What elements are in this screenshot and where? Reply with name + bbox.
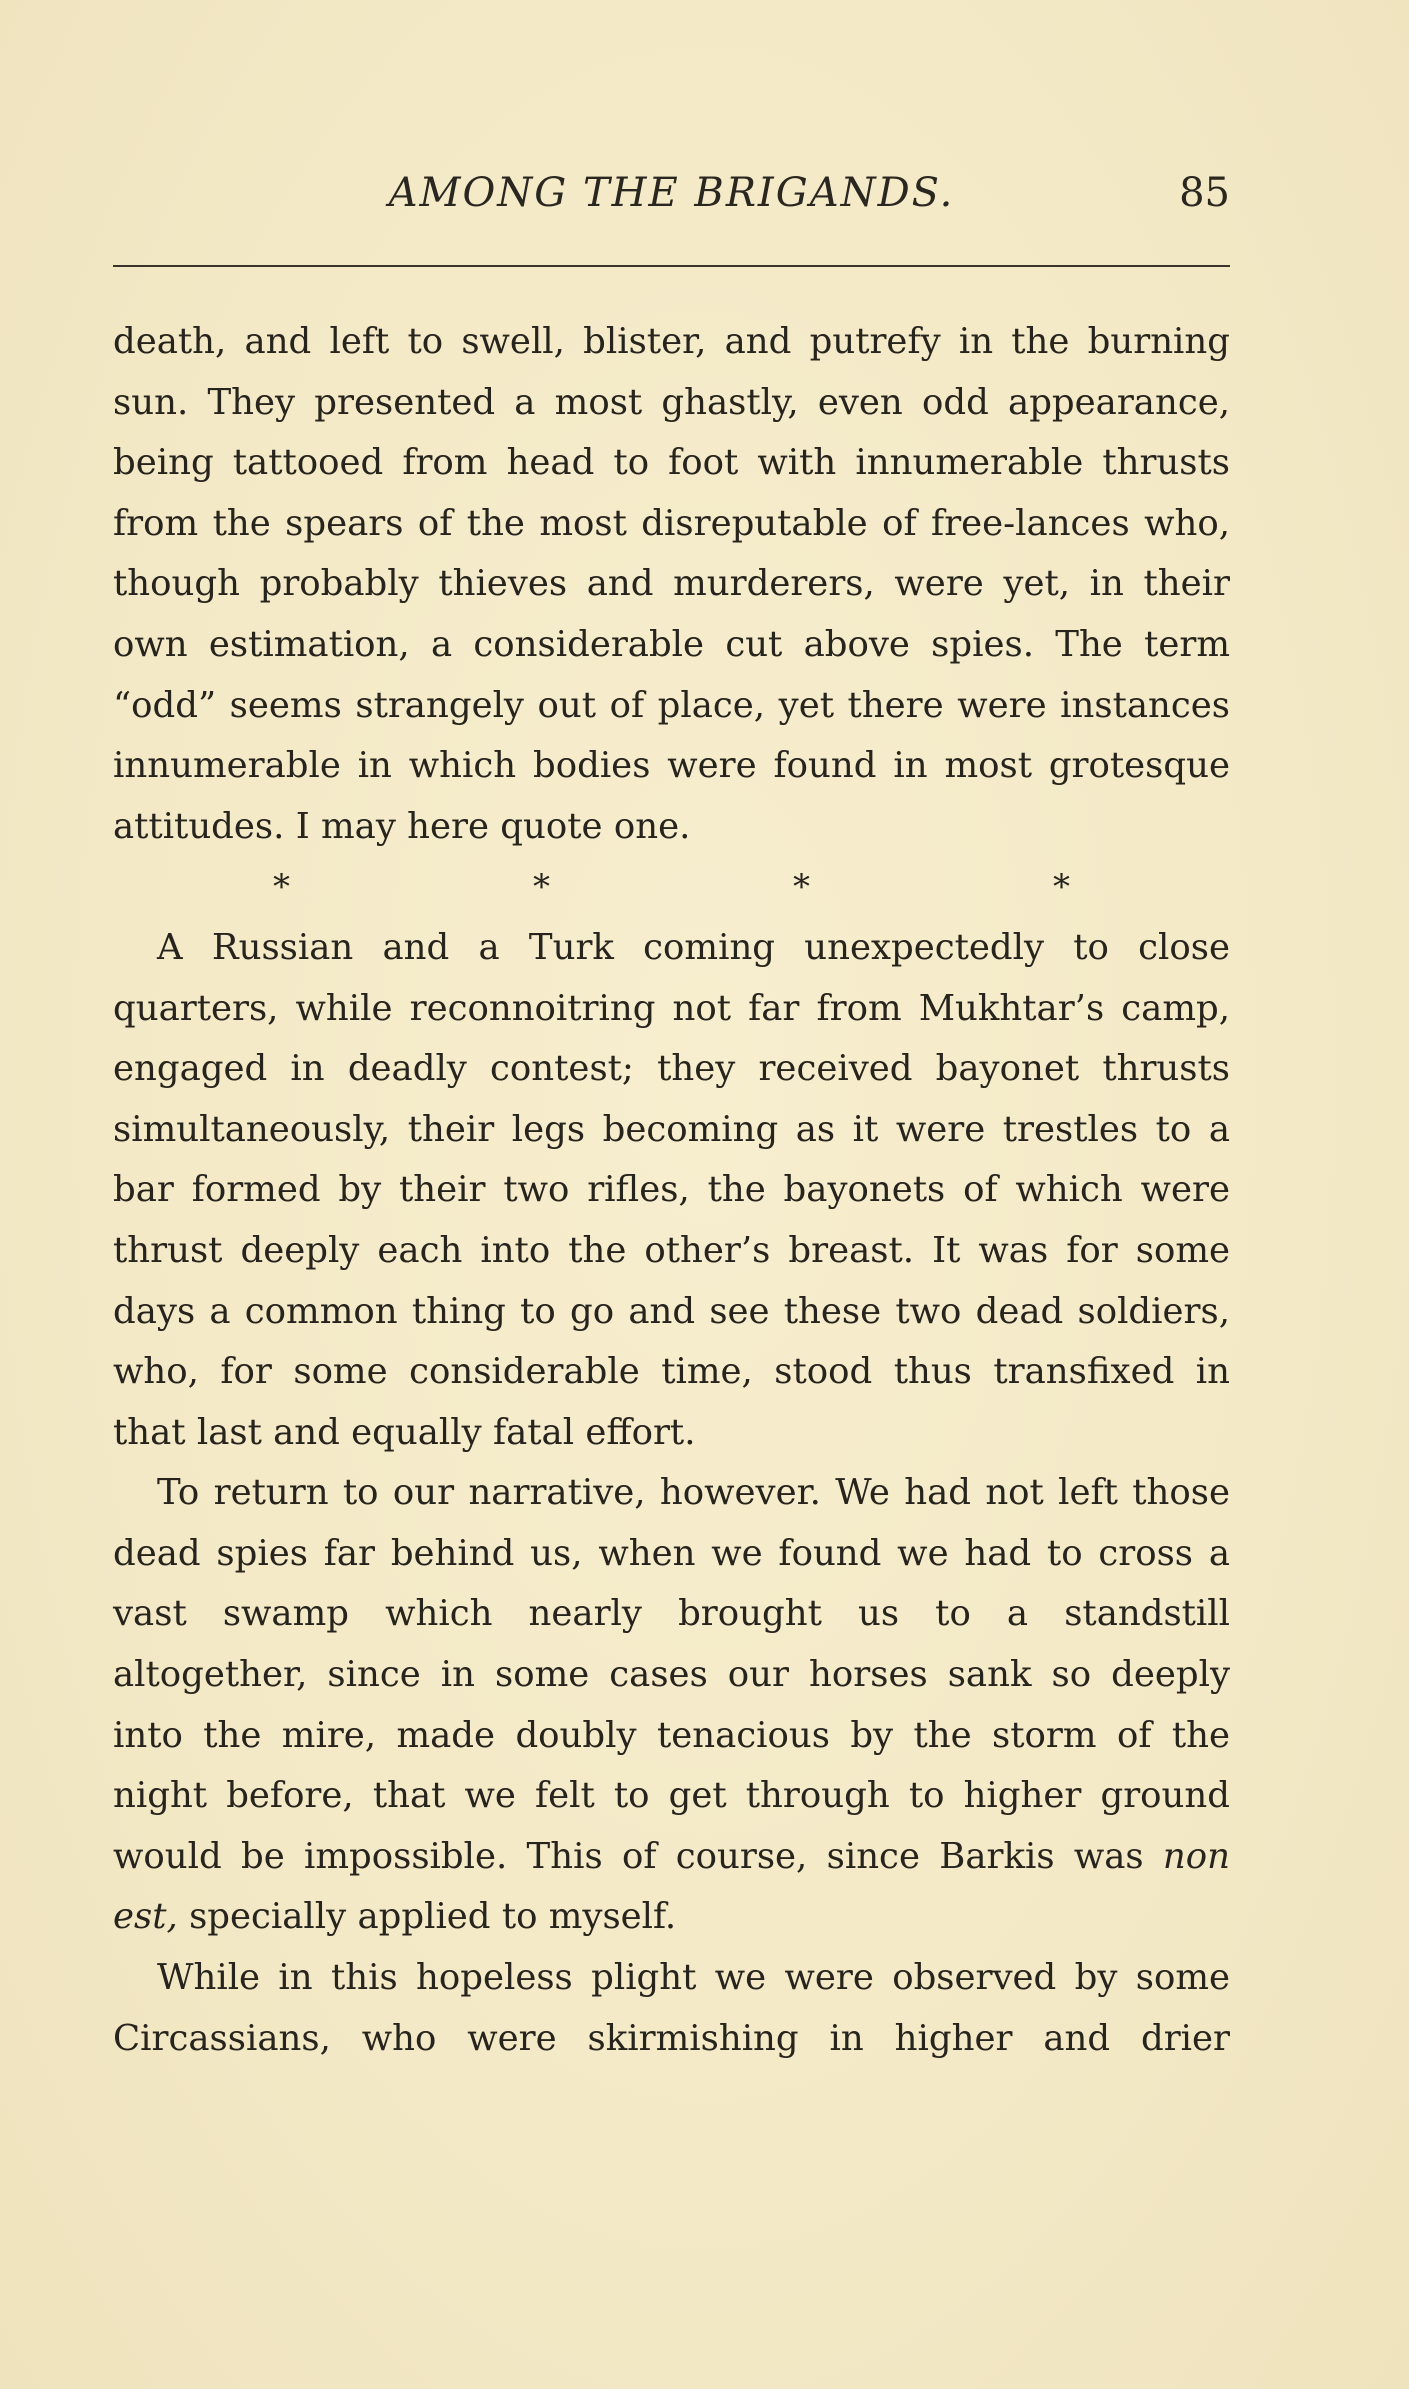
paragraph-3-italic: non est,	[113, 1835, 1230, 1938]
running-title: AMONG THE BRIGANDS.	[388, 170, 955, 216]
asterisk-3: *	[793, 867, 810, 908]
paragraph-2: A Russian and a Turk coming unexpectedly to close quarters, while reconnoitring not far from Mukhtar’s camp, engaged in deadly contest; they received bayonet thrusts simultaneously, their legs becoming as it were trestles to a bar formed by their two rifles, the bayonets of which were thrust deeply each into the other’s breast. It was for some days a common thing to go and see these two dead soldiers, who, for some considerable time, stood thus transfixed in that last and equally fatal effort.	[113, 926, 1230, 1453]
section-break	[113, 857, 1230, 918]
paragraph-3	[113, 1463, 1230, 1948]
paragraph-3-text-a: To return to our narrative, however. We had not left those dead spies far behind us, when we found we had to cross a vast swamp which nearly brought us to a standstill altogether, since in some cases our horses sank so deeply into the mire, made doubly tenacious by the storm of the night before, that we felt to get through to higher ground would be impossible. This of course, since Barkis was	[113, 1472, 1230, 1877]
asterisk-2: *	[533, 867, 550, 908]
asterisk-1: *	[273, 867, 290, 908]
paragraph-4: While in this hopeless plight we were observed by some Circassians, who were skirmishing in higher and drier	[113, 1957, 1230, 2059]
paragraph-3-text-b: specially applied to myself.	[189, 1896, 677, 1938]
body-text	[113, 312, 1230, 2069]
asterisk-4: *	[1053, 867, 1070, 908]
header-rule	[113, 265, 1230, 267]
page-number: 85	[1179, 170, 1230, 216]
paragraph-1: death, and left to swell, blister, and putrefy in the burning sun. They presented a most ghastly, even odd appearance, being tattooed from head to foot with innumerable thrusts from the spears of the most disreputable of free-lances who, though probably thieves and murderers, were yet, in their own estimation, a considerable cut above spies. The term “odd” seems strangely out of place, yet there were instances innumerable in which bodies were found in most grotesque attitudes. I may here quote one.	[113, 321, 1230, 847]
running-head	[113, 170, 1230, 230]
